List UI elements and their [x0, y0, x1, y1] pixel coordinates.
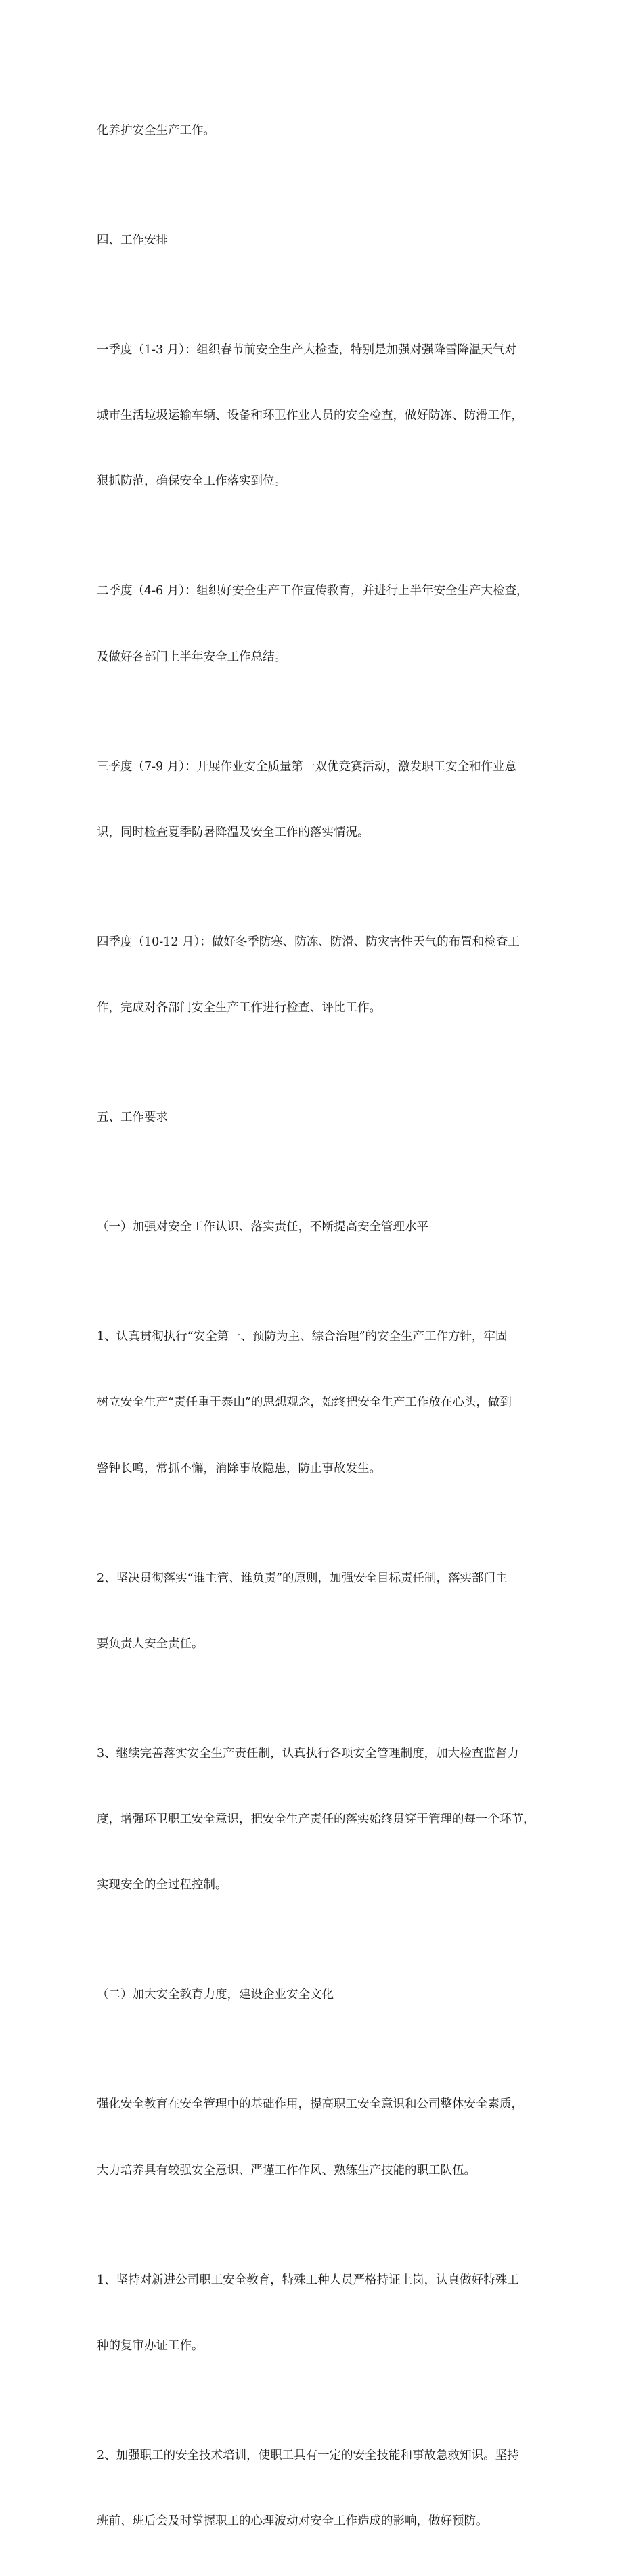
paragraph — [97, 1282, 564, 1523]
text-line: 种的复审办证工作。 — [97, 2338, 204, 2353]
text-line: （二）加大安全教育力度，建设企业安全文化 — [97, 1988, 334, 2002]
text-line: 班前、班后会及时掌握职工的心理波动对安全工作造成的影响，做好预防。 — [97, 2514, 488, 2529]
text-line: 2、加强职工的安全技术培训，使职工具有一定的安全技能和事故急救知识。坚持 — [97, 2448, 519, 2462]
paragraph — [97, 1524, 564, 1699]
subsection-heading — [97, 1172, 564, 1282]
text-line: 作，完成对各部门安全生产工作进行检查、评比工作。 — [97, 1001, 381, 1015]
text-line: 四季度（10-12 月）：做好冬季防寒、防冻、防滑、防灾害性天气的布置和检查工 — [97, 935, 520, 949]
text-line: 3、继续完善落实安全生产责任制，认真执行各项安全管理制度，加大检查监督力 — [97, 1746, 519, 1760]
text-line: 1、坚持对新进公司职工安全教育，特殊工种人员严格持证上岗，认真做好特殊工 — [97, 2273, 519, 2287]
paragraph — [97, 2050, 564, 2225]
paragraph — [97, 76, 564, 185]
paragraph — [97, 2225, 564, 2401]
paragraph — [97, 295, 564, 536]
text-line: 2、坚决贯彻落实“谁主管、谁负责”的原则，加强安全目标责任制，落实部门主 — [97, 1571, 508, 1585]
text-line: 化养护安全生产工作。 — [97, 123, 215, 137]
text-line: 五、工作要求 — [97, 1111, 168, 1125]
text-line: 城市生活垃圾运输车辆、设备和环卫作业人员的安全检查，做好防冻、防滑工作， — [97, 409, 523, 423]
text-line: 二季度（4-6 月）：组织好安全生产工作宣传教育，并进行上半年安全生产大检查， — [97, 584, 529, 598]
text-line: 一季度（1-3 月）：组织春节前安全生产大检查，特别是加强对强降雪降温天气对 — [97, 342, 516, 357]
text-line: 要负责人安全责任。 — [97, 1637, 204, 1651]
paragraph — [97, 712, 564, 887]
text-line: （一）加强对安全工作认识、落实责任，不断提高安全管理水平 — [97, 1220, 428, 1235]
text-line: 1、认真贯彻执行“安全第一、预防为主、综合治理”的安全生产工作方针，牢固 — [97, 1330, 508, 1344]
document-body — [97, 76, 564, 2576]
text-line: 度，增强环卫职工安全意识，把安全生产责任的落实始终贯穿于管理的每一个环节， — [97, 1813, 535, 1827]
text-line: 及做好各部门上半年安全工作总结。 — [97, 650, 286, 664]
section-heading — [97, 1063, 564, 1172]
text-line: 实现安全的全过程控制。 — [97, 1878, 227, 1892]
text-line: 大力培养具有较强安全意识、严谨工作作风、熟练生产技能的职工队伍。 — [97, 2163, 476, 2177]
text-line: 树立安全生产“责任重于泰山”的思想观念，始终把安全生产工作放在心头，做到 — [97, 1396, 512, 1410]
text-line: 四、工作安排 — [97, 233, 168, 247]
paragraph — [97, 537, 564, 712]
text-line: 三季度（7-9 月）：开展作业安全质量第一双优竞赛活动，激发职工安全和作业意 — [97, 759, 516, 774]
subsection-heading — [97, 1940, 564, 2050]
paragraph — [97, 887, 564, 1063]
text-line: 强化安全教育在安全管理中的基础作用，提高职工安全意识和公司整体安全素质， — [97, 2097, 523, 2112]
paragraph — [97, 2401, 564, 2576]
text-line: 狠抓防范，确保安全工作落实到位。 — [97, 474, 286, 489]
text-line: 识，同时检查夏季防暑降温及安全工作的落实情况。 — [97, 825, 370, 839]
paragraph — [97, 1699, 564, 1940]
text-line: 警钟长鸣，常抓不懈，消除事故隐患，防止事故发生。 — [97, 1461, 381, 1475]
section-heading — [97, 185, 564, 295]
